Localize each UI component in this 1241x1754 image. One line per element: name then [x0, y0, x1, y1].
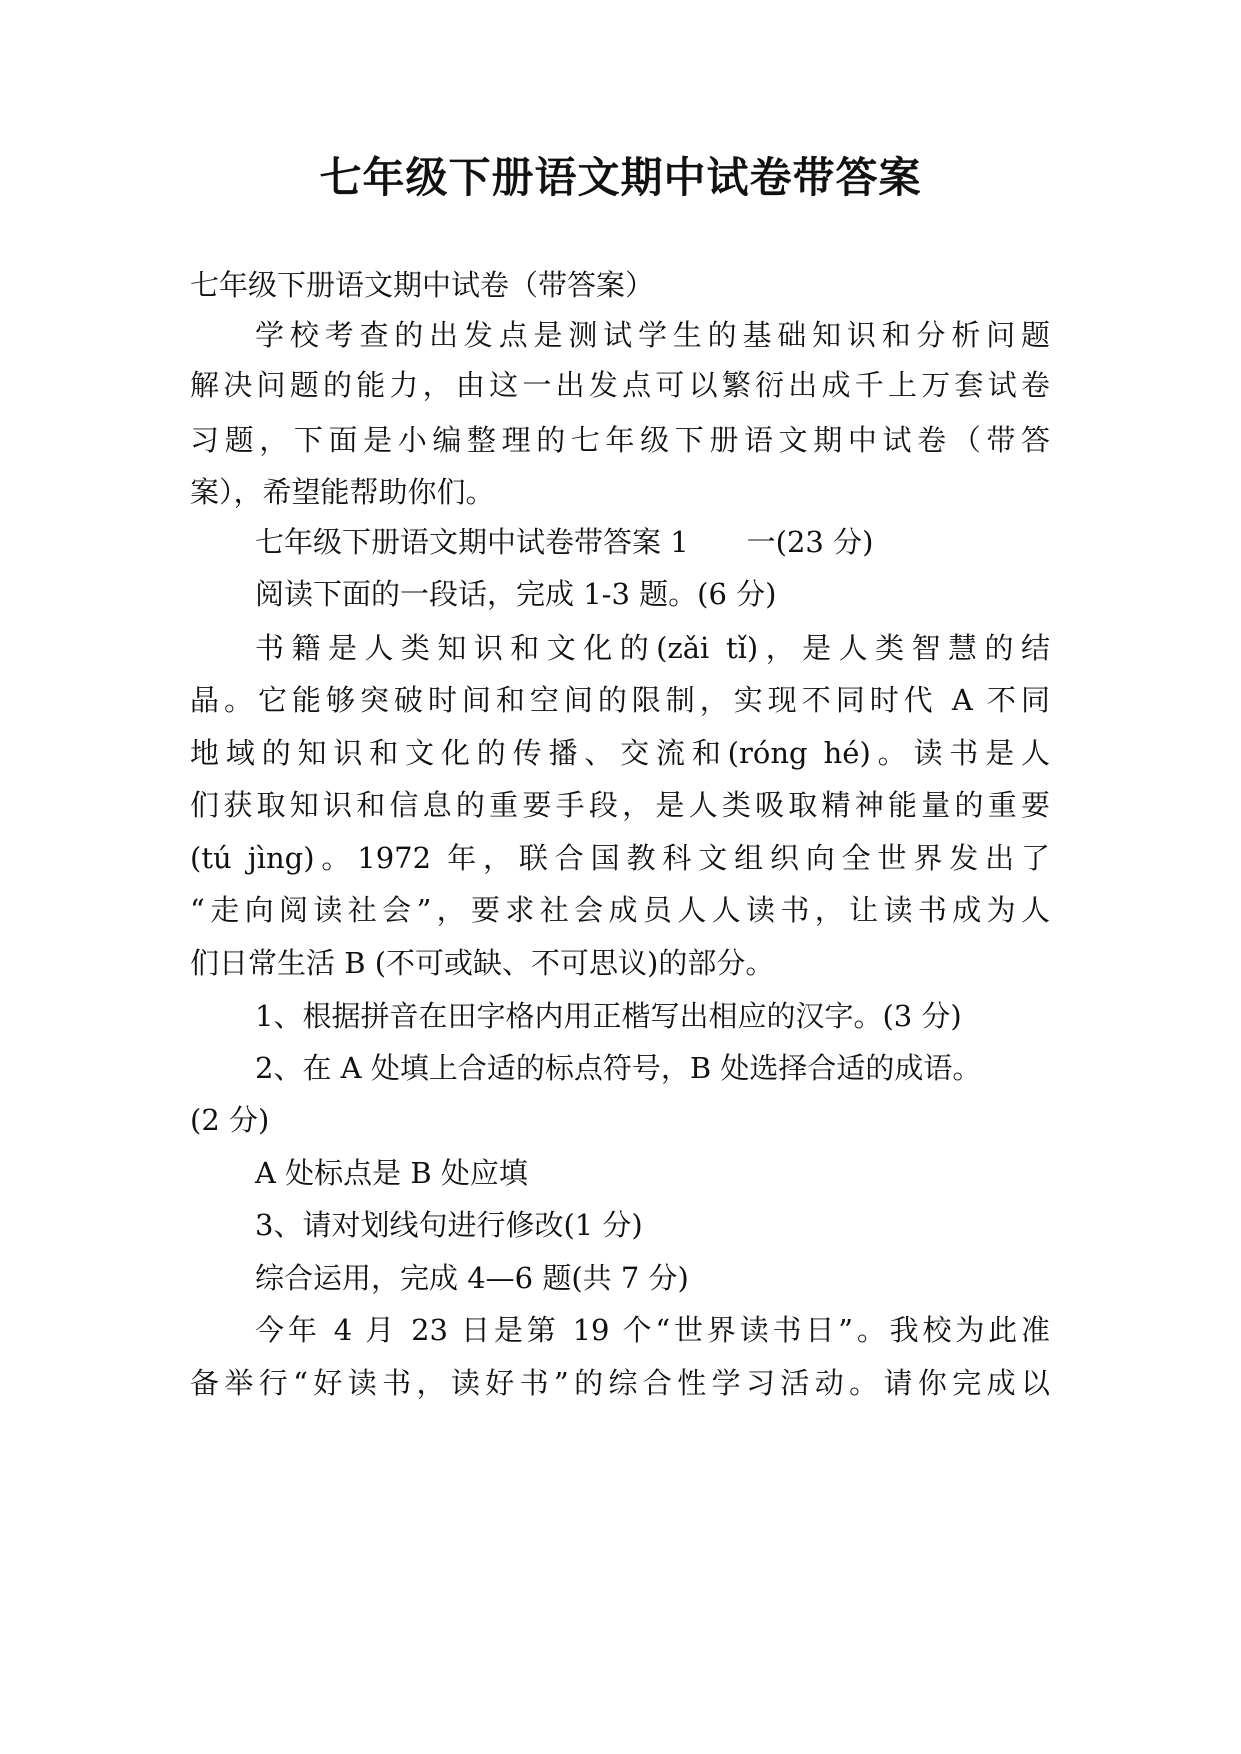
question-1: 1、根据拼音在田字格内用正楷写出相应的汉字。(3 分)	[255, 999, 962, 1033]
section-comprehensive: 综合运用，完成 4—6 题(共 7 分)	[255, 1261, 689, 1295]
passage-line-2: 晶。它能够突破时间和空间的限制，实现不同时代 A 不同	[190, 683, 1050, 717]
passage-line-1: 书籍是人类知识和文化的(zǎi tǐ)，是人类智慧的结	[255, 631, 1050, 665]
passage-line-3: 地域的知识和文化的传播、交流和(róng hé)。读书是人	[190, 736, 1050, 770]
passage-line-5: (tú jìng)。1972 年，联合国教科文组织向全世界发出了	[190, 841, 1050, 875]
subtitle-line: 七年级下册语文期中试卷（带答案）	[190, 268, 655, 302]
passage-line-7: 们日常生活 B (不可或缺、不可思议)的部分。	[190, 946, 775, 980]
question-3: 3、请对划线句进行修改(1 分)	[255, 1208, 643, 1242]
answer-blank-line: A 处标点是 B 处应填	[255, 1156, 528, 1190]
intro-line-1: 学校考查的出发点是测试学生的基础知识和分析问题	[255, 318, 1050, 352]
question-2-score: (2 分)	[190, 1103, 270, 1137]
activity-line-2: 备举行“好读书，读好书”的综合性学习活动。请你完成以	[190, 1366, 1050, 1400]
intro-line-3: 习题，下面是小编整理的七年级下册语文期中试卷（带答	[190, 423, 1050, 457]
document-title: 七年级下册语文期中试卷带答案	[319, 153, 922, 202]
section-heading: 七年级下册语文期中试卷带答案 1 一(23 分)	[255, 525, 874, 559]
passage-line-4: 们获取知识和信息的重要手段，是人类吸取精神能量的重要	[190, 788, 1050, 822]
intro-line-4: 案），希望能帮助你们。	[190, 475, 495, 509]
intro-line-2: 解决问题的能力，由这一出发点可以繁衍出成千上万套试卷	[190, 368, 1050, 402]
passage-line-6: “走向阅读社会”，要求社会成员人人读书，让读书成为人	[190, 893, 1050, 927]
reading-instruction: 阅读下面的一段话，完成 1-3 题。(6 分)	[255, 577, 777, 611]
question-2: 2、在 A 处填上合适的标点符号，B 处选择合适的成语。	[255, 1051, 982, 1085]
activity-line-1: 今年 4 月 23 日是第 19 个“世界读书日”。我校为此准	[255, 1313, 1050, 1347]
